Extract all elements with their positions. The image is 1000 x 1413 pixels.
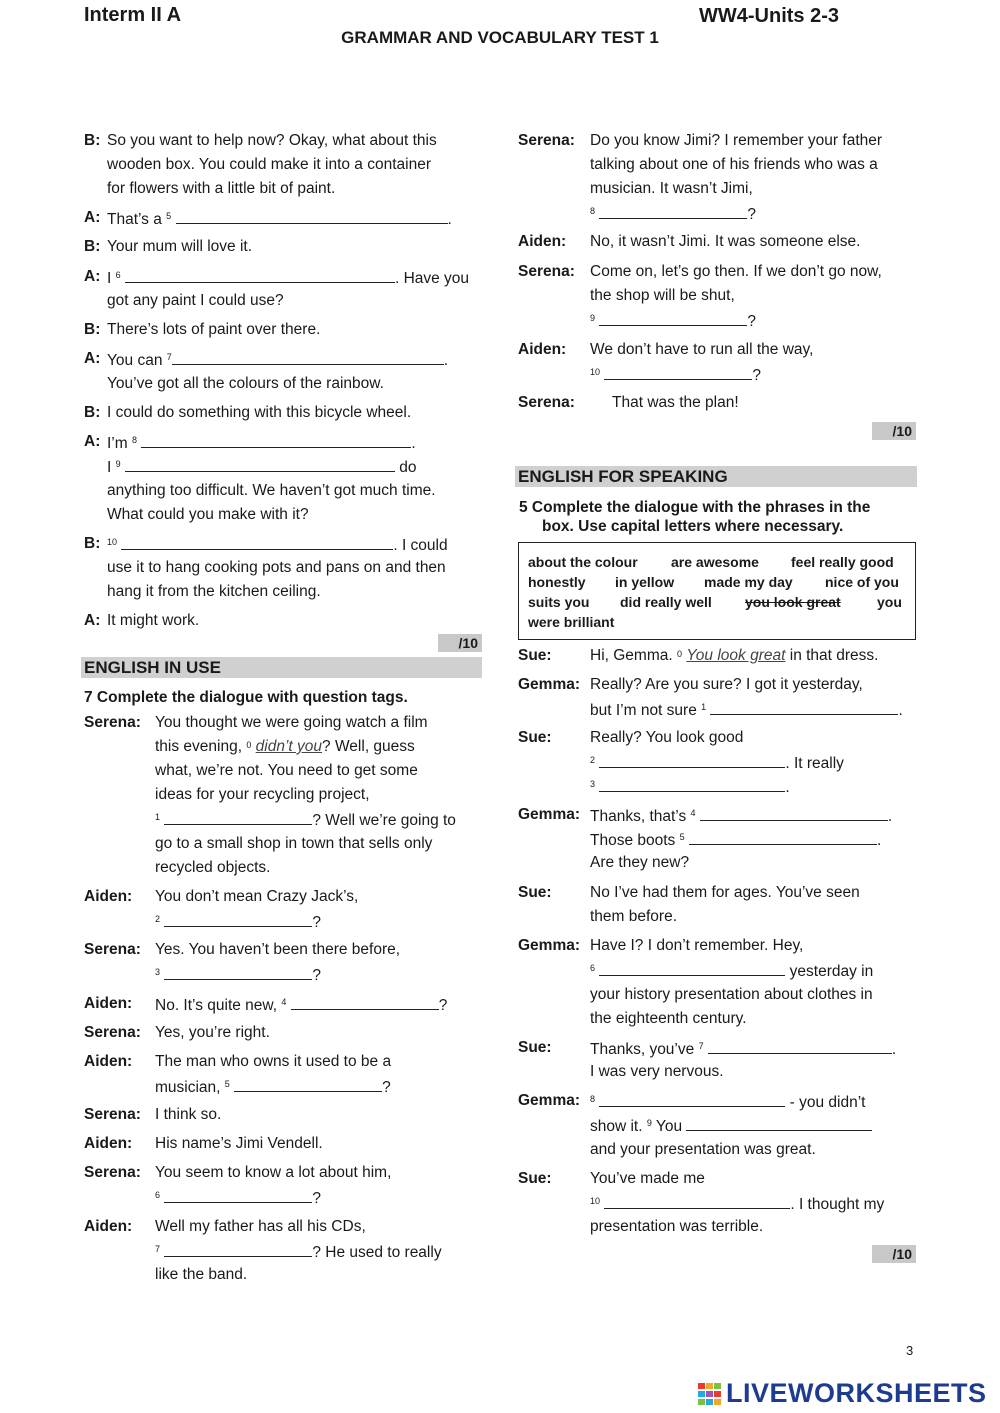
dialogue-line: for flowers with a little bit of paint. (107, 180, 336, 197)
tag-blank-6[interactable] (164, 1187, 312, 1203)
speaker-b: B: (84, 321, 101, 338)
speaker-aiden: Aiden: (84, 1135, 133, 1152)
dialogue-line: $^9$ ? (590, 310, 756, 332)
dialogue-line: Do you know Jimi? I remember your father (590, 132, 883, 149)
speaker-gemma: Gemma: (518, 806, 581, 823)
phrase: were brilliant (528, 614, 615, 630)
speaker-gemma: Gemma: (518, 676, 581, 693)
speaker-gemma: Gemma: (518, 1092, 581, 1109)
dialogue-line: $^{10}$ ? (590, 364, 761, 386)
logo-icon (698, 1383, 722, 1405)
phrase-blank-6[interactable] (599, 960, 785, 976)
dialogue-line: talking about one of his friends who was a (590, 156, 878, 173)
phrase-box (518, 542, 916, 640)
dialogue-line: $^8$ ? (590, 203, 756, 225)
dialogue-line: them before. (590, 908, 678, 925)
dialogue-line: What could you make with it? (107, 506, 309, 523)
speaker-serena: Serena: (84, 714, 141, 731)
speaker-serena: Serena: (84, 941, 141, 958)
speaker-sue: Sue: (518, 1039, 552, 1056)
dialogue-line: I could do something with this bicycle wheel. (107, 404, 412, 421)
speaker-serena: Serena: (84, 1164, 141, 1181)
phrase-blank-5[interactable] (689, 829, 877, 845)
phrase: did really well (620, 594, 712, 610)
dialogue-line: go to a small shop in town that sells only (155, 835, 433, 852)
dialogue-line: musician, $^5$ ? (155, 1076, 391, 1098)
dialogue-line: I’m $^8$ . (107, 432, 416, 454)
dialogue-line: Have I? I don’t remember. Hey, (590, 937, 804, 954)
speaker-gemma: Gemma: (518, 937, 581, 954)
dialogue-line: Thanks, that’s $^4$ . (590, 805, 892, 827)
speaker-aiden: Aiden: (84, 1053, 133, 1070)
phrase-blank-8[interactable] (599, 1091, 785, 1107)
task-instruction: 5 Complete the dialogue with the phrases in the (519, 499, 871, 516)
answer-blank-5[interactable] (176, 208, 448, 224)
speaker-b: B: (84, 404, 101, 421)
section-heading-english-in-use: ENGLISH IN USE (81, 657, 482, 678)
phrase: suits you (528, 594, 590, 610)
speaker-sue: Sue: (518, 1170, 552, 1187)
dialogue-line: $^3$ ? (155, 964, 321, 986)
speaker-a: A: (84, 612, 101, 629)
speaker-sue: Sue: (518, 647, 552, 664)
phrase: in yellow (615, 574, 675, 590)
unit-title: WW4-Units 2-3 (699, 5, 839, 27)
answer-blank-8[interactable] (141, 432, 411, 448)
dialogue-line: $^3$ . (590, 776, 790, 798)
tag-blank-3[interactable] (164, 964, 312, 980)
dialogue-line: anything too difficult. We haven’t got much time. (107, 482, 436, 499)
speaker-aiden: Aiden: (84, 888, 133, 905)
tag-blank-1[interactable] (164, 809, 312, 825)
dialogue-line: You seem to know a lot about him, (155, 1164, 392, 1181)
phrase-blank-7[interactable] (708, 1038, 892, 1054)
example-answer: didn’t you (255, 738, 323, 755)
dialogue-line: Those boots $^5$ . (590, 829, 881, 851)
speaker-a: A: (84, 433, 101, 450)
dialogue-line: There’s lots of paint over there. (107, 321, 321, 338)
dialogue-line: You’ve got all the colours of the rainbow. (107, 375, 384, 392)
dialogue-line: No. It’s quite new, $^4$ ? (155, 994, 447, 1016)
dialogue-line: Come on, let’s go then. If we don’t go now, (590, 263, 882, 280)
dialogue-line: Really? Are you sure? I got it yesterday, (590, 676, 863, 693)
dialogue-line: Hi, Gemma. $^0$ You look great in that dress. (590, 647, 879, 664)
task-instruction: box. Use capital letters where necessary. (542, 518, 844, 535)
dialogue-line: The man who owns it used to be a (155, 1053, 392, 1070)
dialogue-line: like the band. (155, 1266, 248, 1283)
dialogue-line: but I’m not sure $^1$ . (590, 699, 903, 721)
dialogue-line: $^6$ ? (155, 1187, 321, 1209)
dialogue-line: Well my father has all his CDs, (155, 1218, 366, 1235)
dialogue-line: No I’ve had them for ages. You’ve seen (590, 884, 860, 901)
logo-text: LIVEWORKSHEETS (726, 1378, 987, 1408)
dialogue-line: wooden box. You could make it into a container (107, 156, 432, 173)
dialogue-line: You’ve made me (590, 1170, 705, 1187)
dialogue-line: the shop will be shut, (590, 287, 735, 304)
answer-blank-9[interactable] (125, 456, 395, 472)
speaker-b: B: (84, 132, 101, 149)
dialogue-line: It might work. (107, 612, 200, 629)
phrase: you (877, 594, 902, 610)
dialogue-line: That was the plan! (612, 394, 739, 411)
dialogue-line: $^{10}$ . I could (107, 534, 448, 556)
phrase-crossed-out: you look great (745, 594, 841, 610)
score-box: /10 (872, 422, 916, 440)
dialogue-line: Are they new? (590, 854, 690, 871)
answer-blank-10[interactable] (121, 534, 393, 550)
speaker-serena: Serena: (84, 1024, 141, 1041)
phrase-blank-9[interactable] (686, 1115, 872, 1131)
speaker-a: A: (84, 268, 101, 285)
section-heading-english-for-speaking: ENGLISH FOR SPEAKING (515, 466, 917, 487)
phrase-blank-1[interactable] (710, 699, 898, 715)
tag-blank-2[interactable] (164, 911, 312, 927)
speaker-sue: Sue: (518, 884, 552, 901)
phrase: about the colour (528, 554, 638, 570)
phrase-blank-10[interactable] (604, 1193, 790, 1209)
dialogue-line: hang it from the kitchen ceiling. (107, 583, 321, 600)
dialogue-line: You don’t mean Crazy Jack’s, (155, 888, 359, 905)
speaker-b: B: (84, 535, 101, 552)
dialogue-line: I was very nervous. (590, 1063, 724, 1080)
score-box: /10 (438, 634, 482, 652)
phrase-blank-4[interactable] (700, 805, 888, 821)
dialogue-line: show it. $^9$ You (590, 1115, 872, 1137)
dialogue-line: Yes. You haven’t been there before, (155, 941, 401, 958)
phrase: made my day (704, 574, 793, 590)
answer-blank-7[interactable] (172, 349, 444, 365)
dialogue-line: and your presentation was great. (590, 1141, 816, 1158)
task-instruction: 7 Complete the dialogue with question tags. (84, 689, 408, 706)
dialogue-line: No, it wasn’t Jimi. It was someone else. (590, 233, 861, 250)
dialogue-line: Yes, you’re right. (155, 1024, 270, 1041)
tag-blank-5[interactable] (234, 1076, 382, 1092)
speaker-b: B: (84, 238, 101, 255)
dialogue-line: got any paint I could use? (107, 292, 284, 309)
speaker-a: A: (84, 350, 101, 367)
dialogue-line: I $^9$ do (107, 456, 417, 478)
level-title: Interm II A (84, 4, 182, 26)
speaker-a: A: (84, 209, 101, 226)
dialogue-line: ideas for your recycling project, (155, 786, 370, 803)
dialogue-line: the eighteenth century. (590, 1010, 747, 1027)
speaker-aiden: Aiden: (518, 233, 567, 250)
speaker-serena: Serena: (518, 263, 575, 280)
tag-blank-4[interactable] (291, 994, 439, 1010)
dialogue-line: recycled objects. (155, 859, 271, 876)
dialogue-line: $^7$ ? He used to really (155, 1241, 442, 1263)
dialogue-line: $^{10}$ . I thought my (590, 1193, 884, 1215)
page-number: 3 (906, 1343, 914, 1358)
tag-blank-9[interactable] (599, 310, 747, 326)
dialogue-line: presentation was terrible. (590, 1218, 764, 1235)
phrase-blank-3[interactable] (599, 776, 785, 792)
dialogue-line: You thought we were going watch a film (155, 714, 428, 731)
dialogue-line: this evening, $^0$ didn’t you? Well, guess (155, 738, 415, 755)
speaker-serena: Serena: (518, 394, 575, 411)
phrase: nice of you (825, 574, 899, 590)
dialogue-line: So you want to help now? Okay, what about this (107, 132, 437, 149)
tag-blank-7[interactable] (164, 1241, 312, 1257)
phrase-blank-2[interactable] (599, 752, 785, 768)
dialogue-line: use it to hang cooking pots and pans on and then (107, 559, 446, 576)
dialogue-line: You can $^7$ . (107, 349, 448, 371)
speaker-aiden: Aiden: (84, 995, 133, 1012)
dialogue-line: Your mum will love it. (107, 238, 253, 255)
dialogue-line: Really? You look good (590, 729, 744, 746)
speaker-serena: Serena: (518, 132, 575, 149)
dialogue-line: $^2$ ? (155, 911, 321, 933)
speaker-aiden: Aiden: (84, 1218, 133, 1235)
dialogue-line: $^6$ yesterday in (590, 960, 873, 982)
dialogue-line: I $^6$ . Have you (107, 267, 469, 289)
phrase: feel really good (791, 554, 894, 570)
dialogue-line: what, we’re not. You need to get some (155, 762, 418, 779)
dialogue-line: We don’t have to run all the way, (590, 341, 814, 358)
speaker-sue: Sue: (518, 729, 552, 746)
tag-blank-10[interactable] (604, 364, 752, 380)
dialogue-line: musician. It wasn’t Jimi, (590, 180, 753, 197)
phrase: are awesome (671, 554, 759, 570)
test-title: GRAMMAR AND VOCABULARY TEST 1 (341, 28, 659, 47)
answer-blank-6[interactable] (125, 267, 395, 283)
speaker-aiden: Aiden: (518, 341, 567, 358)
example-answer: You look great (686, 647, 786, 664)
dialogue-line: Thanks, you’ve $^7$ . (590, 1038, 896, 1060)
dialogue-line: That’s a $^5$ . (107, 208, 452, 230)
dialogue-line: I think so. (155, 1106, 222, 1123)
phrase: honestly (528, 574, 586, 590)
dialogue-line: $^2$ . It really (590, 752, 844, 774)
dialogue-line: $^1$ ? Well we’re going to (155, 809, 456, 831)
dialogue-line: His name’s Jimi Vendell. (155, 1135, 323, 1152)
dialogue-line: $^8$ - you didn’t (590, 1091, 865, 1113)
tag-blank-8[interactable] (599, 203, 747, 219)
speaker-serena: Serena: (84, 1106, 141, 1123)
dialogue-line: your history presentation about clothes in (590, 986, 873, 1003)
score-box: /10 (872, 1245, 916, 1263)
